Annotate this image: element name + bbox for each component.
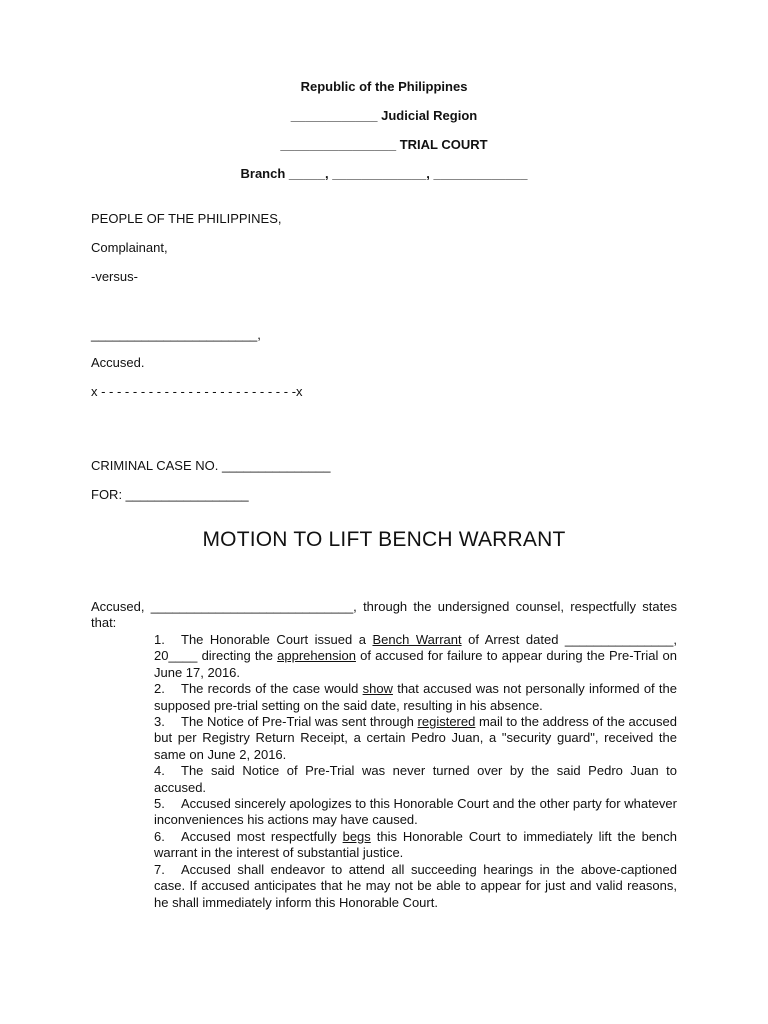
accused-label: Accused. xyxy=(91,355,145,370)
intro-text: Accused, ____________________________, through the undersigned counsel, respectfully states that: xyxy=(91,599,677,631)
people-party: PEOPLE OF THE PHILIPPINES, xyxy=(91,211,282,226)
item-text: The Honorable Court issued a xyxy=(181,632,373,647)
item-number: 5. xyxy=(154,796,165,812)
link-registered[interactable]: registered xyxy=(417,714,476,730)
list-item xyxy=(154,763,677,796)
link-show[interactable]: show xyxy=(362,681,393,697)
list-item xyxy=(154,681,677,714)
criminal-case-number: CRIMINAL CASE NO. _______________ xyxy=(91,458,331,473)
accused-name-blank: _______________________, xyxy=(91,327,261,342)
item-text: of accused for failure to appear during the Pre-Trial on June 17, 2016. xyxy=(154,648,677,680)
item-text: Accused most respectfully xyxy=(181,828,343,844)
judicial-region-heading: ____________ Judicial Region xyxy=(290,108,478,123)
case-for: FOR: _________________ xyxy=(91,487,249,502)
item-text: Accused shall endeavor to attend all succeeding hearings in the above-captioned case. If accused anticipates that he may not be able to appear for just and valid reasons, he shall immediately inform this Honorable Court. xyxy=(154,861,677,910)
list-item xyxy=(154,796,677,829)
item-text: The said Notice of Pre-Trial was never turned over by the said Pedro Juan to accused. xyxy=(154,763,677,795)
allegations-list xyxy=(154,632,677,911)
item-text: this Honorable Court to immediately lift the bench warrant in the interest of substantial justice. xyxy=(154,828,677,861)
list-item xyxy=(154,829,677,862)
intro-paragraph xyxy=(91,599,677,632)
item-number: 4. xyxy=(154,763,165,779)
item-text: of Arrest dated _______________, 20____ directing the xyxy=(154,632,677,664)
link-bench-warrant[interactable]: Bench Warrant xyxy=(372,632,462,647)
item-number: 2. xyxy=(154,681,165,697)
item-text: that accused was not personally informed of the supposed pre-trial setting on the said date, resulting in his absence. xyxy=(154,681,677,713)
republic-heading: Republic of the Philippines xyxy=(300,79,468,94)
item-number: 7. xyxy=(154,861,165,877)
item-number: 1. xyxy=(154,632,165,647)
link-begs[interactable]: begs xyxy=(342,828,371,844)
motion-title: MOTION TO LIFT BENCH WARRANT xyxy=(202,528,566,551)
item-text: The Notice of Pre-Trial was sent through xyxy=(181,714,418,730)
list-item xyxy=(154,714,677,763)
item-text: Accused sincerely apologizes to this Honorable Court and the other party for whatever inconveniences his actions may have caused. xyxy=(154,796,677,828)
complainant-label: Complainant, xyxy=(91,240,168,255)
link-apprehension[interactable]: apprehension xyxy=(277,648,356,664)
caption-separator: x - - - - - - - - - - - - - - - - - - - - - - - - -x xyxy=(91,384,303,399)
item-number: 3. xyxy=(154,714,165,730)
item-text: mail to the address of the accused but per Registry Return Receipt, a certain Pedro Juan, a "security guard", received the same on June 2, 2016. xyxy=(154,714,677,762)
trial-court-heading: ________________ TRIAL COURT xyxy=(280,137,488,152)
branch-heading: Branch _____, _____________, _____________ xyxy=(240,166,528,181)
list-item xyxy=(154,862,677,911)
item-text: The records of the case would xyxy=(181,681,363,697)
list-item xyxy=(154,632,677,681)
item-number: 6. xyxy=(154,828,165,844)
versus-label: -versus- xyxy=(91,269,138,284)
